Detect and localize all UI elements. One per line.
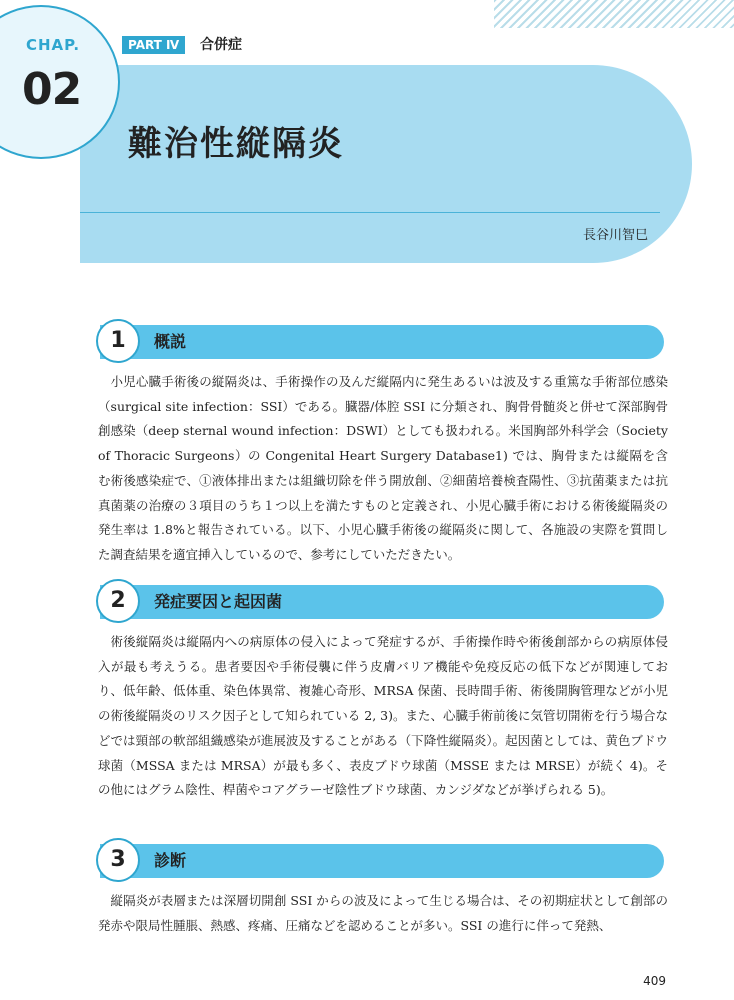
corner-stripes-decoration: [494, 0, 734, 28]
chapter-title: 難治性縦隔炎: [128, 124, 344, 164]
section-paragraph-1: 小児心臓手術後の縦隔炎は、手術操作の及んだ縦隔内に発生あるいは波及する重篤な手術部位感染（surgical site infection：SSI）である。臓器/体腔 SSI に分類され、胸骨骨髄炎と併せて深部胸骨創感染（deep sternal wound infection：DSWI）としても扱われる。米国胸部外科学会（Society of Thoracic Surgeons）の Congenital Heart Surgery Database1) では、胸骨または縦隔を含む術後感染症で、①液体排出または組織切除を伴う開放創、②細菌培養検査陽性、③抗菌薬または抗真菌薬の治療の３項目のうち１つ以上を満たすものと定義され、小児心臓手術における術後縦隔炎の発生率は 1.8%と報告されている。以下、小児心臓手術後の縦隔炎に関して、各施設の実際を質問した調査結果を適宜挿入しているので、参考にしていただきたい。: [98, 374, 668, 562]
section-number-1: 1: [96, 319, 140, 363]
section-title-1: 概説: [154, 332, 187, 351]
section-heading-1: [100, 325, 664, 359]
section-title-2: 発症要因と起因菌: [154, 592, 283, 611]
title-divider: [80, 212, 660, 213]
part-badge: PART Ⅳ: [122, 36, 185, 54]
section-heading-2: [100, 585, 664, 619]
section-paragraph-2: 術後縦隔炎は縦隔内への病原体の侵入によって発症するが、手術操作時や術後創部からの病原体侵入が最も考えうる。患者要因や手術侵襲に伴う皮膚バリア機能や免疫反応の低下などが関連しており、低年齢、低体重、染色体異常、複雑心奇形、MRSA 保菌、長時間手術、術後開胸管理などが小児の術後縦隔炎のリスク因子として知られている 2, 3)。また、心臓手術前後に気管切開術を行う場合などでは頸部の軟部組織感染が進展波及することがある（下降性縦隔炎）。起因菌としては、黄色ブドウ球菌（MSSA または MRSA）が最も多く、表皮ブドウ球菌（MSSE または MRSE）が続く 4)。その他にはグラム陰性、桿菌やコアグラーゼ陰性ブドウ球菌、カンジダなどが挙げられる 5)。: [98, 634, 668, 798]
chapter-number: 02: [22, 64, 82, 115]
section-number-2: 2: [96, 579, 140, 623]
part-title: 合併症: [200, 37, 242, 53]
section-heading-3: [100, 844, 664, 878]
chap-label: CHAP.: [26, 36, 81, 54]
section-paragraph-3: 縦隔炎が表層または深層切開創 SSI からの波及によって生じる場合は、その初期症状として創部の発赤や限局性腫脹、熱感、疼痛、圧痛などを認めることが多い。SSI の進行に伴って発熱、: [98, 893, 668, 933]
section-number-3: 3: [96, 838, 140, 882]
page-number: 409: [643, 974, 666, 988]
author-name: 長谷川智巳: [582, 228, 648, 243]
section-title-3: 診断: [154, 851, 187, 870]
